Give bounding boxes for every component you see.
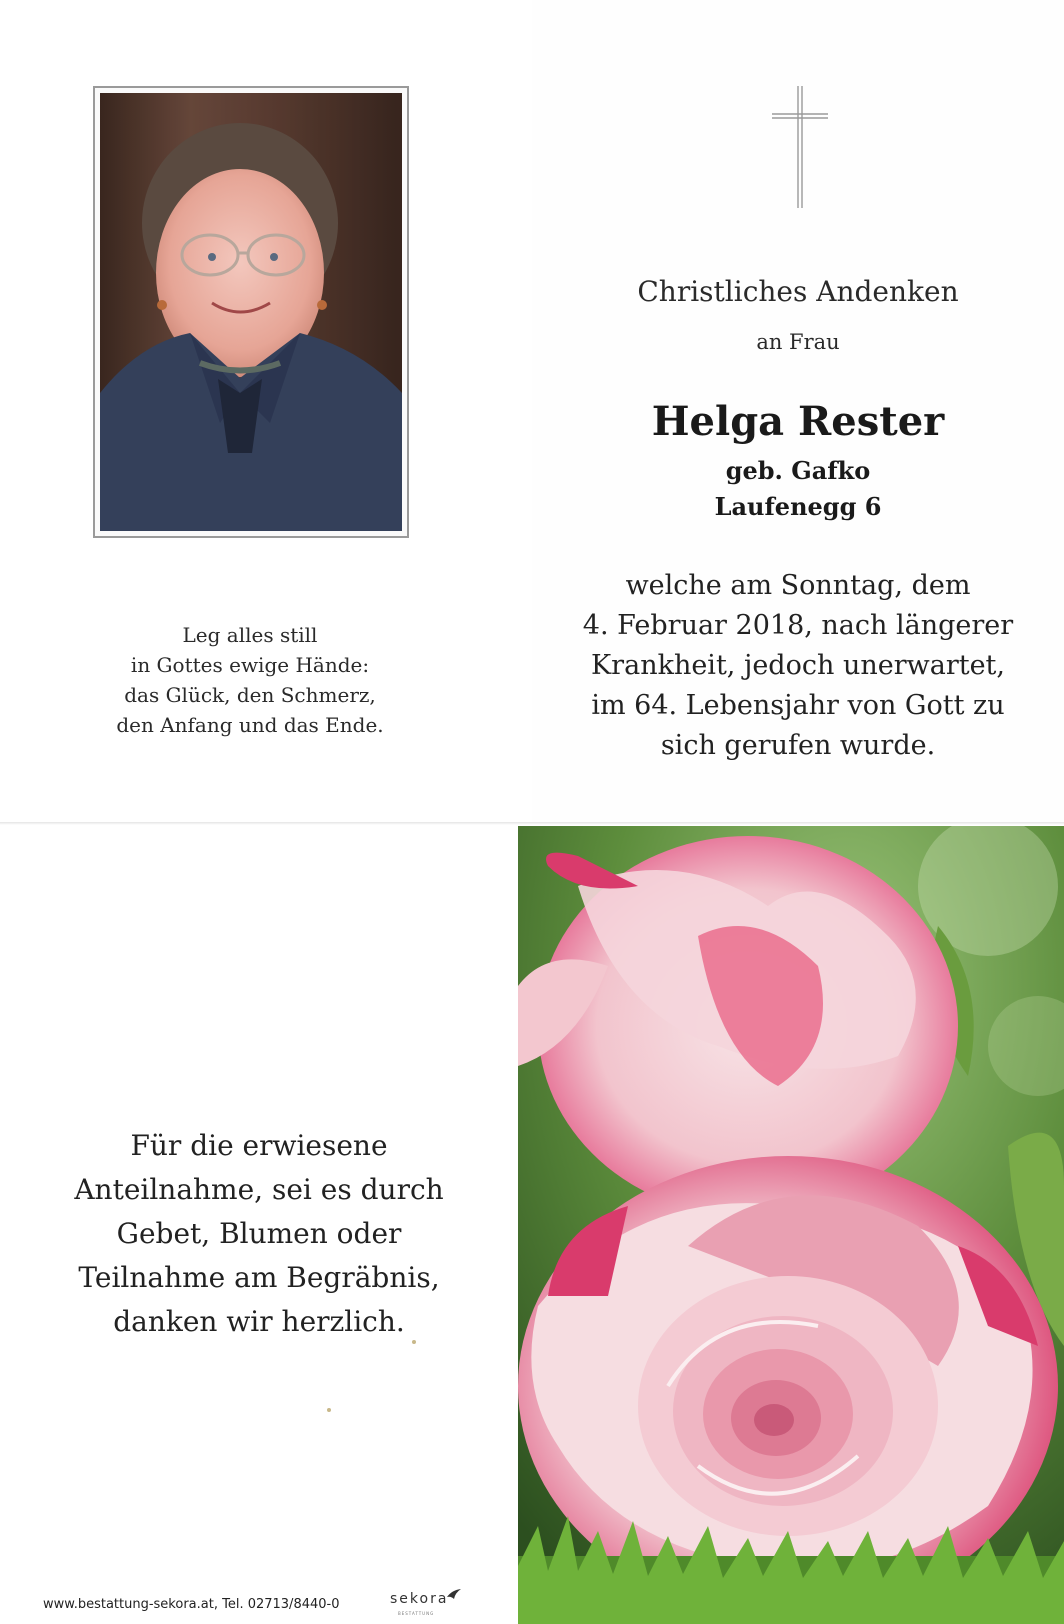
funeral-home-logo: sekora bbox=[390, 1591, 449, 1607]
portrait-illustration bbox=[100, 93, 402, 531]
death-notice bbox=[542, 566, 1054, 766]
thanks-line: Teilnahme am Begräbnis, bbox=[78, 1261, 440, 1294]
thanks-line: Anteilnahme, sei es durch bbox=[74, 1173, 444, 1206]
card-heading: Christliches Andenken bbox=[637, 275, 959, 308]
maiden-name: geb. Gafko bbox=[725, 456, 871, 485]
paper-speck bbox=[412, 1340, 416, 1344]
verse bbox=[60, 620, 440, 740]
thanks-text bbox=[20, 1124, 498, 1344]
card-front-left bbox=[0, 0, 532, 822]
card-front-right bbox=[532, 0, 1064, 822]
thanks-line: Gebet, Blumen oder bbox=[116, 1217, 402, 1250]
notice-line: 4. Februar 2018, nach längerer bbox=[582, 610, 1014, 641]
cross-icon bbox=[770, 84, 830, 210]
bird-icon bbox=[446, 1588, 462, 1600]
funeral-home-logo-subtitle: BESTATTUNG bbox=[398, 1611, 435, 1616]
verse-line: den Anfang und das Ende. bbox=[116, 713, 384, 737]
fold-divider bbox=[0, 822, 1064, 825]
address: Laufenegg 6 bbox=[714, 492, 882, 521]
verse-line: das Glück, den Schmerz, bbox=[124, 683, 376, 707]
deceased-name: Helga Rester bbox=[651, 398, 945, 445]
notice-line: sich gerufen wurde. bbox=[660, 730, 936, 761]
thanks-line: danken wir herzlich. bbox=[113, 1305, 405, 1338]
paper-speck bbox=[327, 1408, 331, 1412]
funeral-home-contact: www.bestattung-sekora.at, Tel. 02713/8440-0 bbox=[43, 1597, 340, 1612]
notice-line: Krankheit, jedoch unerwartet, bbox=[591, 650, 1005, 681]
notice-line: im 64. Lebensjahr von Gott zu bbox=[591, 690, 1005, 721]
portrait-frame bbox=[93, 86, 409, 538]
notice-line: welche am Sonntag, dem bbox=[625, 570, 971, 601]
verse-line: Leg alles still bbox=[182, 623, 318, 647]
card-back-left bbox=[0, 826, 518, 1624]
thanks-line: Für die erwiesene bbox=[130, 1129, 388, 1162]
portrait-photo bbox=[100, 93, 402, 531]
rose-illustration bbox=[518, 826, 1064, 1624]
salutation: an Frau bbox=[756, 330, 840, 354]
verse-line: in Gottes ewige Hände: bbox=[130, 653, 370, 677]
rose-image bbox=[518, 826, 1064, 1624]
